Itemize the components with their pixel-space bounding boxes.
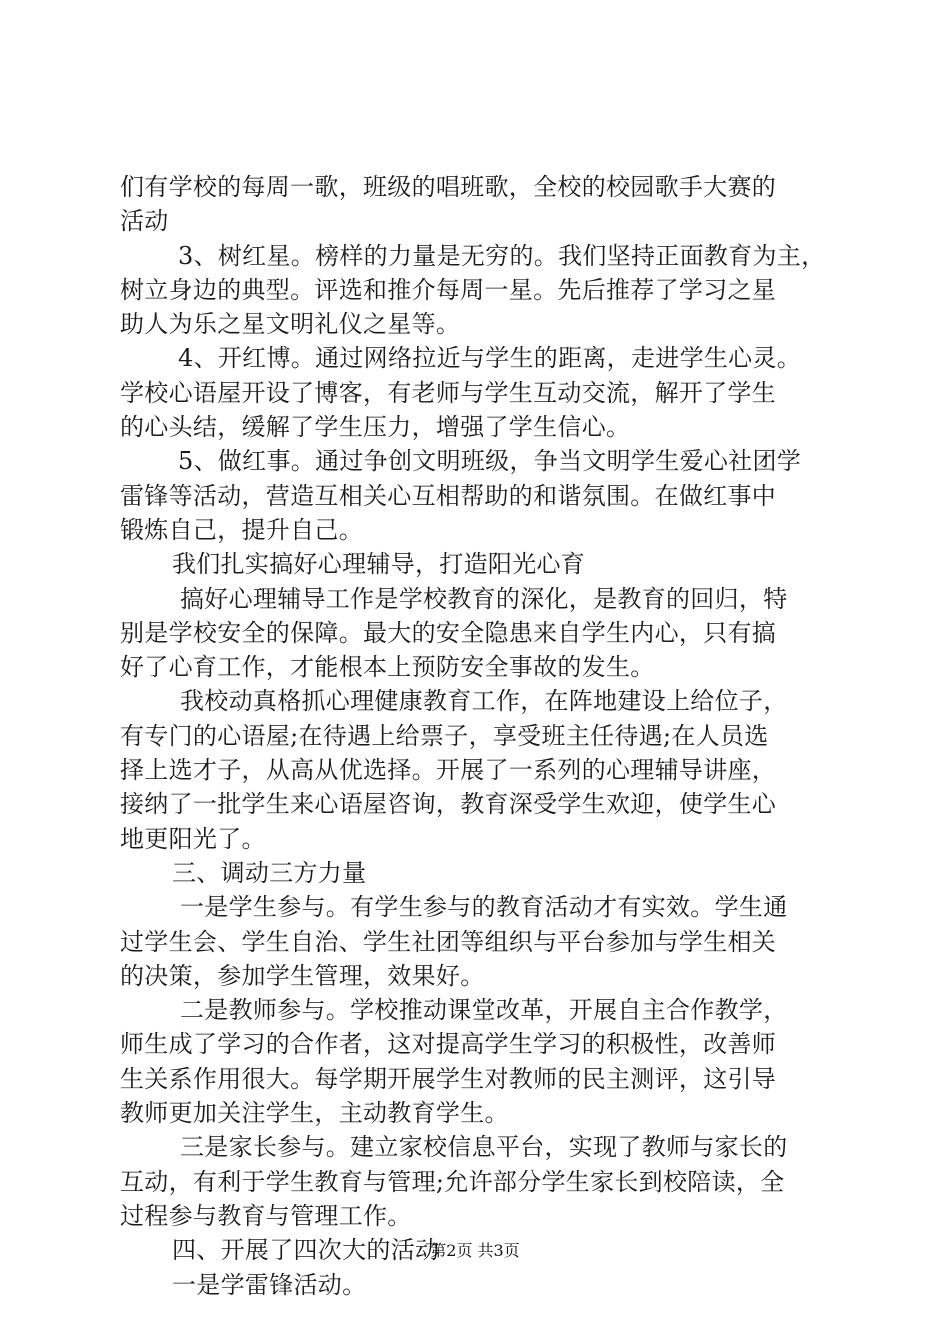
text-line: 们有学校的每周一歌，班级的唱班歌，全校的校园歌手大赛的 — [120, 173, 777, 201]
page-footer: 第2页 共3页 — [430, 1241, 520, 1260]
text-line: 活动 — [120, 207, 169, 236]
text-line: 四、开展了四次大的活动 — [172, 1236, 440, 1265]
text-line: 一是学雷锋活动。 — [172, 1270, 367, 1299]
text-line: 生关系作用很大。每学期开展学生对教师的民主测评，这引导 — [120, 1064, 777, 1093]
text-line: 过程参与教育与管理工作。 — [120, 1201, 412, 1230]
text-line: 助人为乐之星文明礼仪之星等。 — [120, 310, 461, 339]
text-line: 有专门的心语屋;在待遇上给票子，享受班主任待遇;在人员选 — [120, 721, 769, 750]
text-line: 择上选才子，从高从优选择。开展了一系列的心理辅导讲座， — [120, 756, 777, 785]
text-line: 互动，有利于学生教育与管理;允许部分学生家长到校陪读，全 — [120, 1167, 785, 1196]
text-line: 别是学校安全的保障。最大的安全隐患来自学生内心，只有搞 — [120, 618, 777, 647]
text-line: 我们扎实搞好心理辅导，打造阳光心育 — [172, 550, 586, 579]
text-line: 接纳了一批学生来心语屋咨询，教育深受学生欢迎，使学生心 — [120, 790, 777, 819]
text-line: 学校心语屋开设了博客，有老师与学生互动交流，解开了学生 — [120, 378, 777, 407]
document-body — [120, 170, 840, 1302]
text-line: 三、调动三方力量 — [172, 858, 367, 887]
text-line: 4、开红博。通过网络拉近与学生的距离，走进学生心灵。 — [178, 344, 802, 373]
text-line: 教师更加关注学生，主动教育学生。 — [120, 1099, 509, 1128]
text-line: 雷锋等活动，营造互相关心互相帮助的和谐氛围。在做红事中 — [120, 481, 777, 510]
text-line: 3、树红星。榜样的力量是无穷的。我们坚持正面教育为主， — [178, 241, 826, 270]
text-line: 一是学生参与。有学生参与的教育活动才有实效。学生通 — [180, 893, 788, 922]
text-line: 二是教师参与。学校推动课堂改革，开展自主合作教学， — [180, 996, 788, 1025]
text-line: 三是家长参与。建立家校信息平台，实现了教师与家长的 — [180, 1133, 788, 1162]
text-line: 5、做红事。通过争创文明班级，争当文明学生爱心社团学 — [178, 447, 802, 476]
text-line: 的决策，参加学生管理，效果好。 — [120, 961, 485, 990]
text-line: 搞好心理辅导工作是学校教育的深化，是教育的回归，特 — [180, 584, 788, 613]
text-line: 树立身边的典型。评选和推介每周一星。先后推荐了学习之星 — [120, 275, 777, 304]
text-line: 过学生会、学生自治、学生社团等组织与平台参加与学生相关 — [120, 927, 777, 956]
text-line: 我校动真格抓心理健康教育工作，在阵地建设上给位子， — [180, 687, 788, 716]
text-line: 的心头结，缓解了学生压力，增强了学生信心。 — [120, 413, 631, 442]
text-line: 锻炼自己，提升自己。 — [120, 515, 363, 544]
text-line: 地更阳光了。 — [120, 824, 266, 853]
text-line: 好了心育工作，才能根本上预防安全事故的发生。 — [120, 653, 655, 682]
text-line: 师生成了学习的合作者，这对提高学生学习的积极性，改善师 — [120, 1030, 777, 1059]
